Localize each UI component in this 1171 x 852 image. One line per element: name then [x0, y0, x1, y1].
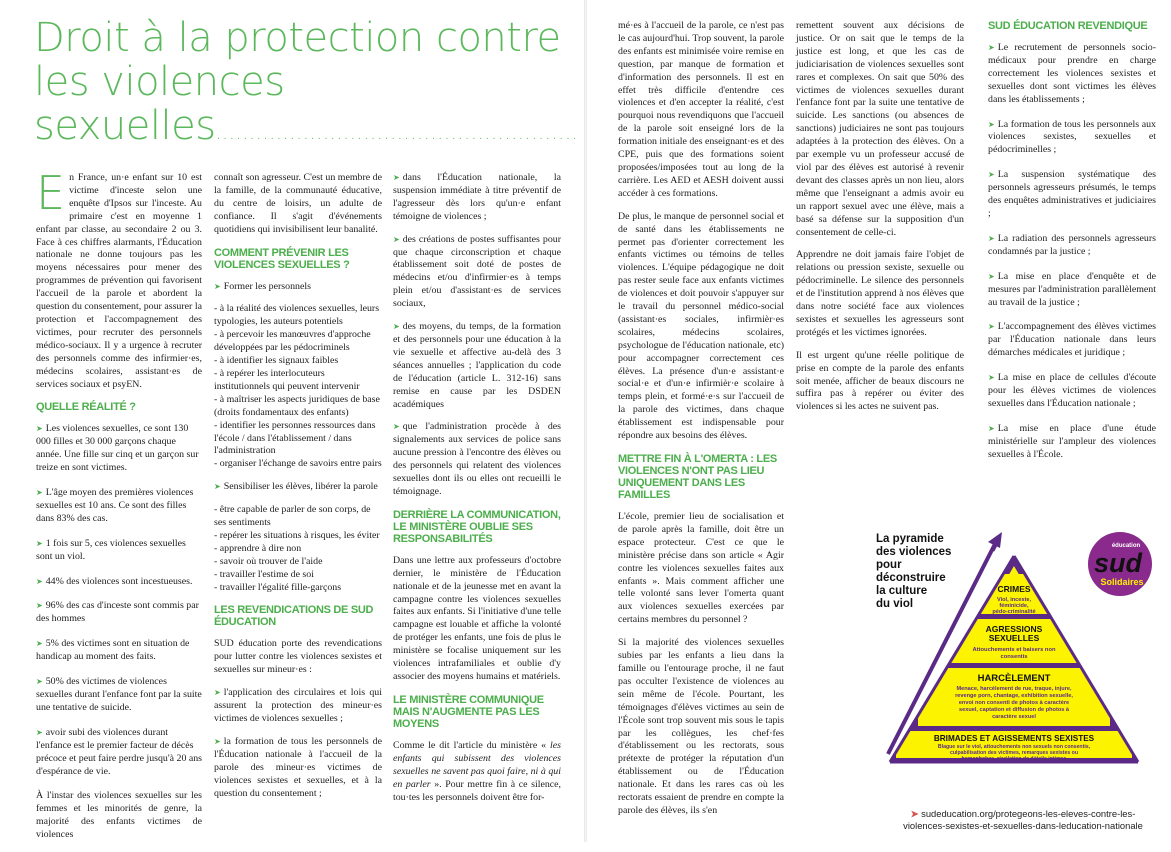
list-title: Sensibiliser les élèves, libérer la parole: [223, 481, 378, 493]
bullet-arrow-icon: ➤: [393, 234, 400, 244]
heading-omerta: METTRE FIN À L'OMERTA : LES VIOLENCES N'ONT PAS LIEU UNIQUEMENT DANS LES FAMILLES: [618, 453, 777, 501]
pyramid-title-line: déconstruire: [876, 572, 946, 584]
list-title: Former les personnels: [223, 280, 311, 292]
bullet-arrow-icon: ➤: [988, 271, 995, 281]
pyramid-svg: [876, 526, 1164, 771]
column-2: [214, 172, 382, 810]
bullet-arrow-icon: ➤: [988, 373, 995, 383]
stat-item: 1 fois sur 5, ces violences sexuelles sont un viol.: [36, 537, 186, 562]
claim-item: dans l'Éducation nationale, la suspension immédiate à titre préventif de l'agresseur dès lors qu'un·e enfant témoigne de violences ;: [393, 172, 561, 222]
level-name: CRIMES: [997, 584, 1031, 594]
intro-paragraph: n France, un·e enfant sur 10 est victime d'inceste selon une enquête d'Ipsos sur l'inceste. Au primaire c'est en moyenne 1 enfant par classe, au secondaire 2 ou 3. Face à ces chiffres alarmants, l'Éducation nationale ne donne toujours pas les moyens nécessaires pour mener des programmes de prévention qui favorisent l'accueil de la parole et abordent la question du consentement, pour assurer la protection et l'accompagnement des victimes, pour recruter des personnels médico-sociaux. Il y a urgence à recruter des personnels comme des infirmier·es, médecins scolaires, assistant·es de services sociaux et psyEN.: [36, 172, 202, 390]
pyramid-title-line: pour: [876, 559, 902, 571]
closing-paragraph: À l'instar des violences sexuelles sur les femmes et les minorités de genre, la majorité des enfants victimes de violences: [36, 790, 202, 841]
paragraph: Il est urgent qu'une réelle politique de prise en compte de la parole des enfants soit menée, afficher de beaux discours ne suffira pas à repérer ou éviter des violences si les actes ne suivent pas.: [796, 349, 964, 413]
level-detail: Attouchements et baisers non: [972, 647, 1056, 653]
column-3: [393, 172, 561, 814]
bullet-arrow-icon: ➤: [988, 233, 995, 243]
list-item: - identifier les personnes ressources dans l'école / dans l'établissement / dans l'administration: [214, 419, 376, 457]
level-detail: consentis: [1000, 654, 1028, 660]
sud-education-logo: [1088, 532, 1152, 596]
logo-small-text: éducation: [1111, 543, 1141, 549]
right-page: [586, 0, 1171, 842]
demand-item: L'accompagnement des élèves victimes par l'Éducation nationale dans leurs démarches médicales et juridique ;: [988, 321, 1156, 359]
list-item: - organiser l'échange de savoirs entre pairs: [214, 458, 382, 470]
pyramid-title-line: des violences: [876, 546, 952, 558]
list-item: - travailler l'estime de soi: [214, 568, 314, 580]
stat-item: 5% des victimes sont en situation de handicap au moment des faits.: [36, 638, 190, 663]
logo-bottom-text: Solidaires: [1100, 577, 1144, 587]
demand-item: La formation de tous les personnels aux violences sexistes, sexuelles et pédocriminelles ;: [988, 118, 1156, 156]
paragraph: Dans une lettre aux professeurs d'octobre dernier, le ministère de l'Éducation nationale et de la jeunesse met en avant la campagne contre les violences sexuelles faites aux enfants. Si l'initiative d'une telle campagne est louable et affiche la volonté de protéger les enfants, une fois de plus le ministère se focalise uniquement sur les violences intrafamiliales et oublie d'y associer des moyens humains et matériels.: [393, 554, 561, 682]
list-item: - à identifier les signaux faibles: [214, 355, 339, 367]
level-detail: Viol, inceste,: [996, 597, 1032, 603]
level-detail: Menace, harcèlement de rue, traque, injure,: [956, 686, 1072, 692]
bullet-arrow-icon: ➤: [988, 43, 995, 52]
level-detail: sexuel, captation et diffusion de photos à: [958, 707, 1070, 713]
level-name: HARCÈLEMENT: [977, 673, 1051, 684]
link-arrow-icon: ➤: [910, 808, 919, 819]
column-4: [618, 20, 784, 828]
heading-revendications: LES REVENDICATIONS DE SUD ÉDUCATION: [214, 604, 374, 629]
demand-item: La mise en place d'une étude ministérielle sur l'ampleur des violences sexuelles à l'École.: [988, 422, 1156, 460]
list-item: - à percevoir les manœuvres d'approche développées par les pédocriminels: [214, 329, 371, 354]
drop-cap: E: [36, 166, 66, 220]
column-1: [36, 166, 203, 852]
paragraph: Si la majorité des violences sexuelles subies par les enfants a lieu dans la famille ou l'entourage proche, il ne faut pas occulter l'existence de violences au sein même de l'école. Pourtant, les témoignages d'élèves victimes au sein de l'École sont trop souvent mis sous le tapis par les collègues, les chef·fes d'établissement ou les rectorats, sous prétexte de protéger la réputation d'un établissement ou de l'Éducation nationale. Et dans les rares cas où les rectorats essaient de prendre en compte la parole des élèves, ils s'en: [618, 637, 784, 816]
bullet-arrow-icon: ➤: [36, 601, 43, 611]
level-detail: culpabilisation des victimes, remarques sexistes ou: [949, 750, 1079, 756]
level-detail: revenge porn, chantage, exhibition sexuelle,: [955, 693, 1073, 699]
stat-item: 50% des victimes de violences sexuelles durant l'enfance font par la suite une tentative de suicide.: [36, 676, 202, 713]
demand-item: Le recrutement de personnels socio-médicaux pour prendre en charge correctement les violences sexistes et sexuelles dont sont victimes les élèves dans les établissements ;: [988, 42, 1156, 105]
list-item: - savoir où trouver de l'aide: [214, 555, 323, 567]
heading-communication: DERRIÈRE LA COMMUNICATION, LE MINISTÈRE OUBLIE SES RESPONSABILITÉS: [393, 508, 561, 545]
bullet-arrow-icon: ➤: [36, 727, 43, 737]
list-item: - être capable de parler de son corps, de ses sentiments: [214, 504, 371, 529]
level-detail: féminicide,: [999, 603, 1029, 609]
bullet-arrow-icon: ➤: [36, 488, 43, 498]
list-item: - à la réalité des violences sexuelles, leurs typologies, les auteurs potentiels: [214, 303, 380, 328]
bullet-arrow-icon: ➤: [36, 424, 43, 434]
column-6: [988, 20, 1156, 474]
page-title: Droit à la protection contre les violences sexuelles......................................................: [34, 15, 579, 149]
list-item: - apprendre à dire non: [214, 542, 302, 554]
heading-ministere-communique: LE MINISTÈRE COMMUNIQUE MAIS N'AUGMENTE PAS LES MOYENS: [393, 693, 544, 730]
pyramid-title-line: du viol: [876, 598, 914, 610]
pyramid-title-line: La pyramide: [876, 533, 944, 545]
claim-item: l'application des circulaires et lois qui assurent la protection des mineur·es victimes de violences sexuelles ;: [214, 687, 382, 724]
bullet-arrow-icon: ➤: [36, 639, 43, 649]
claim-item: la formation de tous les personnels de l'Éducation nationale à l'accueil de la parole des mineur·es victimes de violences sexistes et sexuelles, et à la question du consentement ;: [214, 735, 382, 799]
level-detail: pédo-criminalité: [992, 609, 1036, 615]
bullet-arrow-icon: ➤: [214, 736, 221, 746]
paragraph: Apprendre ne doit jamais faire l'objet de relations ou pression sexiste, sexuelle ou pédocriminelle. Le silence des personnels et de l'institution apprend à nos élèves que dans notre société face aux violences sexistes et sexuelles les agresseurs sont protégés et les victimes ignorées.: [796, 249, 964, 338]
claim-item: des moyens, du temps, de la formation et des personnels pour une éducation à la vie sexuelle et affective au-delà des 3 séances annuelles ; l'application du code de l'éducation (article L. 312-16) sans remise en cause par les DSDEN académiques: [393, 321, 561, 410]
bullet-arrow-icon: ➤: [393, 322, 400, 332]
level-detail: Blague sur le viol, attouchements non sexuels non consentis,: [937, 744, 1091, 750]
column-5: [796, 20, 964, 424]
logo-big-text: sud: [1093, 548, 1143, 578]
paragraph: De plus, le manque de personnel social et de santé dans les établissements ne permet pas d'orienter correctement les enfants victimes ou témoins de telles violences. L'équipe pédagogique ne doit pas rester seule face aux enfants victimes de violences et doit pouvoir s'appuyer sur le travail du personnel médico-social (assistant·es sociales, infirmièr·es scolaires, médecins scolaires, psychologue de l'éducation nationale, etc) pour accompagner correctement ces élèves. La présence d'un·e assistant·e social·e et d'un·e infirmièr·e scolaire à temps plein, et formé·e·s sur l'accueil de la parole des victimes, dans chaque établissement est indispensable pour répondre aux besoins des élèves.: [618, 210, 784, 442]
heading-comment-prevenir: COMMENT PRÉVENIR LES VIOLENCES SEXUELLES ?: [214, 246, 350, 271]
heading-quelle-realite: QUELLE RÉALITÉ ?: [36, 401, 136, 414]
bullet-arrow-icon: ➤: [393, 422, 400, 432]
campaign-link[interactable]: [888, 808, 1158, 832]
stat-item: Les violences sexuelles, ce sont 130 000 filles et 30 000 garçons chaque année. Une fille sur cinq et un garçon sur treize en sont victimes.: [36, 423, 199, 474]
link-line: violences-sexistes-et-sexuelles-dans-leducation-nationale: [903, 820, 1143, 831]
list-item: - à maîtriser les aspects juridiques de base (droits fondamentaux des enfants): [214, 393, 380, 418]
demand-item: La mise en place de cellules d'écoute pour les élèves victimes de violences sexuelles dans l'Éducation nationale ;: [988, 372, 1156, 409]
stat-item: 44% des violences sont incestueuses.: [45, 575, 193, 587]
demand-item: La mise en place d'enquête et de mesures par l'administration parallèlement au travail de la justice ;: [988, 270, 1156, 308]
level-name: AGRESSIONS: [985, 624, 1043, 634]
bullet-arrow-icon: ➤: [214, 688, 221, 698]
claim-item: que l'administration procède à des signalements aux services de police sans aucune pression à l'encontre des élèves ou des personnels qui relatent des violences sexuelles dont ils ou elles ont recueilli le témoignage.: [393, 421, 561, 497]
list-item: - repérer les situations à risques, les éviter: [214, 529, 380, 541]
level-name: BRIMADES ET AGISSEMENTS SEXISTES: [933, 734, 1095, 743]
level-detail: envoi non consenti de photos à caractère: [958, 700, 1070, 706]
paragraph: SUD éducation porte des revendications pour lutter contre les violences sexistes et sexuelles sur mineur·es :: [214, 638, 382, 676]
demand-item: La radiation des personnels agresseurs condamnés par la justice ;: [988, 232, 1156, 257]
paragraph-quote: Comme le dit l'article du ministère « les enfants qui subissent des violences sexuelles ne savent pas quoi faire, ni à qui en parler ». Pour mettre fin à ce silence, tou·tes les personnels doivent être for-: [393, 739, 561, 803]
bullet-arrow-icon: ➤: [36, 677, 43, 687]
left-page: [0, 0, 585, 842]
claim-item: des créations de postes suffisantes pour que chaque circonscription et chaque établissement soit doté de postes de médecins et/ou d'infirmier·es à temps plein et/ou d'assistant·es de services sociaux,: [393, 233, 561, 310]
pyramid-title-line: la culture: [876, 585, 928, 597]
bullet-arrow-icon: ➤: [214, 281, 221, 291]
paragraph: remettent souvent aux décisions de justice. Or on sait que le temps de la justice est long, et que les cas de judiciarisation de violences sexuelles sont rares et complexes. On sait que 50% des victimes de violences sexuelles durant l'enfance font par la suite une tentative de suicide. Les sanctions (ou absences de sanctions) judiciaires ne sont pas toujours adaptées à la protection des élèves. On a par exemple vu un professeur accusé de viol par des élèves est autorisé à revenir devant des classes après un non lieu, alors même que l'enseignant a admis avoir eu un rapport sexuel avec une élève, mais a basé sa défense sur la supposition d'un consentement de celle-ci.: [796, 20, 964, 238]
bullet-arrow-icon: ➤: [988, 322, 995, 332]
heading-sud-revendique: SUD ÉDUCATION REVENDIQUE: [988, 20, 1148, 32]
list-item: - travailler l'égalité fille-garçons: [214, 581, 342, 593]
level-detail: caractère sexuel: [992, 714, 1036, 720]
title-dots: ......................................................: [215, 123, 579, 144]
bullet-arrow-icon: ➤: [988, 423, 995, 433]
bullet-arrow-icon: ➤: [988, 170, 995, 180]
stat-item: L'âge moyen des premières violences sexuelles est 10 ans. Ce sont des filles dans 83% des cas.: [36, 487, 194, 524]
paragraph: connaît son agresseur. C'est un membre de la famille, de la communauté éducative, du centre de loisirs, un adulte de confiance. Il s'agit d'événements quotidiens qui invisibilisent leur banalité.: [214, 172, 382, 235]
bullet-arrow-icon: ➤: [988, 119, 995, 129]
list-item: - à repérer les interlocuteurs institutionnels qui peuvent intervenir: [214, 367, 360, 392]
stat-item: avoir subi des violences durant l'enfance est le premier facteur de décès précoce et peut faire perdre jusqu'à 20 ans d'espérance de vie.: [36, 726, 203, 777]
paragraph: mé·es à l'accueil de la parole, ce n'est pas le cas aujourd'hui. Trop souvent, la parole des enfants est minimisée voire remise en question, par manque de formation et d'information des personnels. Il est en effet très difficile d'entendre ces violences et d'en accepter la réalité, c'est pourquoi nous revendiquons que l'accueil de la parole soit enseigné lors de la formation initiale des enseignant·es et des CPE, puis que des formations soient proposées/imposées tout au long de la carrière. Les AED et AESH doivent aussi accéder à ces formations.: [618, 20, 784, 199]
paragraph: L'école, premier lieu de socialisation et de parole après la famille, doit être un espace protecteur. C'est ce que le ministère précise dans son article « Agir contre les violences sexuelles faites aux enfants ». Mais comment afficher une telle volonté sans lever l'omerta quant aux violences sexuelles exercées par certains membres du personnel ?: [618, 511, 784, 626]
violence-pyramid-infographic: [876, 526, 1164, 771]
link-line: sudeducation.org/protegeons-les-eleves-contre-les-: [921, 808, 1136, 819]
bullet-arrow-icon: ➤: [36, 538, 43, 548]
demand-item: La suspension systématique des personnels agresseurs présumés, le temps des enquêtes administratives et judiciaires ;: [988, 169, 1156, 219]
bullet-arrow-icon: ➤: [393, 173, 400, 182]
stat-item: 96% des cas d'inceste sont commis par des hommes: [36, 600, 199, 625]
bullet-arrow-icon: ➤: [214, 482, 221, 492]
level-name: SEXUELLES: [988, 633, 1040, 643]
level-detail: homophobes, révélation de détails intimes: [961, 756, 1067, 762]
quote-text: les enfants qui subissent des violences sexuelles ne savent pas quoi faire, ni à qui en parler: [393, 739, 561, 790]
bullet-arrow-icon: ➤: [36, 576, 43, 586]
